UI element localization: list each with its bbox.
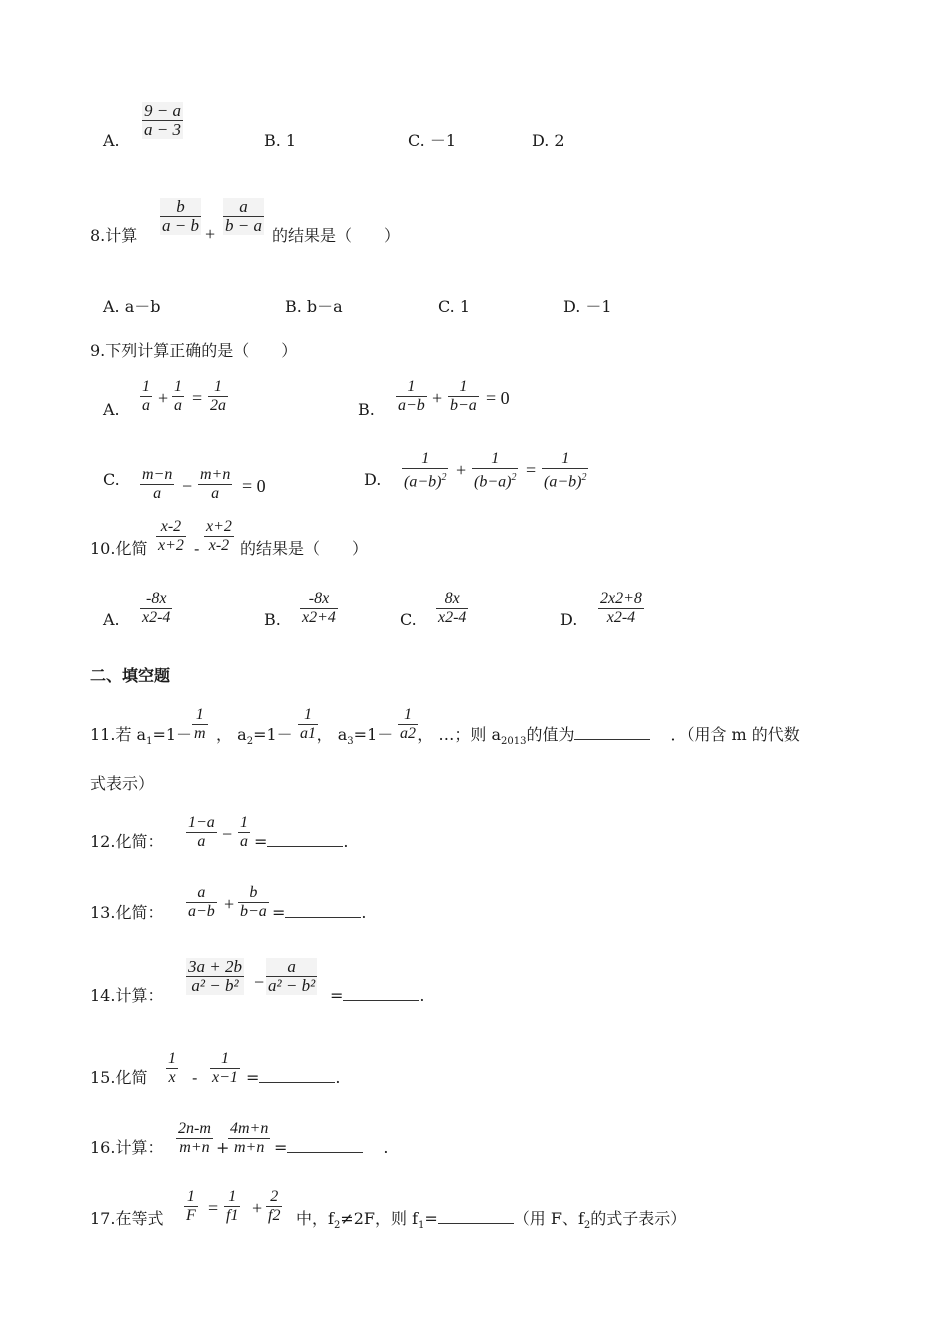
q16-period: . (383, 1138, 389, 1157)
q13-f1-num: a (186, 884, 217, 903)
q10-d-num: 2x2+8 (600, 590, 642, 607)
q9-a-frac2-num: 1 (174, 378, 182, 395)
q9-a-equals: = (192, 388, 203, 408)
section-title: 二、填空题 (90, 666, 171, 685)
q9-d-frac3-exp: 2 (581, 472, 587, 483)
q9-c-frac-2 (198, 466, 232, 503)
q11-f1-num: 1 (192, 706, 208, 725)
q7-a-numerator: 9 − a (144, 101, 181, 120)
q8-f2-numerator: a (223, 198, 264, 217)
q11-sub-3: 3 (347, 736, 354, 748)
q11-fraction-2 (298, 706, 318, 743)
q9-d-frac1-den: (a−b) (404, 473, 442, 491)
q13-fraction-2 (238, 884, 269, 921)
q14-period: . (419, 986, 425, 1005)
q9-d-frac2-exp: 2 (511, 472, 517, 483)
q16-answer-blank[interactable] (287, 1138, 363, 1153)
q8-f1-numerator: b (160, 198, 201, 217)
q17-equals: = (208, 1198, 219, 1218)
q15-period: . (335, 1068, 341, 1087)
q9-b-plus: + (432, 388, 443, 408)
q7-option-b: B. 1 (264, 131, 297, 150)
q11-f3-num: 1 (398, 706, 418, 725)
q14-f2-den: a² − b² (268, 976, 316, 995)
q17-text-1: 中，f (296, 1209, 334, 1228)
q9-option-a-label: A. (103, 400, 120, 419)
q10-option-c-fraction (436, 590, 468, 627)
q9-b-frac2-num: 1 (448, 378, 479, 397)
q9-c-frac1-den: a (153, 485, 162, 502)
q9-a-frac-3 (208, 378, 228, 415)
q10-minus: - (194, 539, 200, 558)
q14-fraction-1 (186, 958, 244, 995)
q10-f1-den: x+2 (158, 537, 184, 554)
q12-f2-num: 1 (240, 814, 248, 831)
q15-answer (246, 1068, 341, 1088)
q14-f1-den: a² − b² (191, 976, 239, 995)
q17-text-4: （用 F、f (513, 1209, 584, 1228)
q12-answer (254, 832, 349, 852)
q10-suffix: 的结果是（ ） (240, 539, 369, 558)
q11-text-8: 的值为 (526, 725, 575, 744)
q17-f1-num: 1 (184, 1188, 198, 1207)
q8-f1-denominator: a − b (162, 216, 199, 235)
q16-f2-den: m+n (234, 1139, 265, 1156)
q9-c-frac2-num: m+n (200, 466, 231, 483)
q13-operator: + (224, 894, 235, 914)
q17-answer-blank[interactable] (438, 1209, 514, 1224)
q17-f3-num: 2 (266, 1188, 282, 1207)
q11-line-2: 式表示） (90, 774, 155, 793)
q10-option-a-fraction (140, 590, 172, 627)
q9-a-frac2-den: a (174, 397, 182, 414)
q7-option-a-fraction (142, 102, 183, 139)
q10-c-den: x2-4 (438, 609, 467, 626)
q9-a-frac-1 (140, 378, 152, 415)
q16-operator: + (216, 1138, 230, 1157)
q8-suffix: 的结果是（ ） (272, 226, 401, 245)
q14-fraction-2 (266, 958, 317, 995)
q9-b-frac1-den: a−b (398, 397, 425, 414)
q7-a-denominator: a − 3 (144, 120, 181, 139)
q9-a-frac3-num: 1 (208, 378, 228, 397)
q9-c-frac1-num: m−n (142, 466, 173, 483)
q8-plus: + (205, 224, 216, 244)
q14-operator: − (254, 972, 265, 992)
q12-prefix: 12.化简： (90, 832, 164, 851)
q11-f2-num: 1 (298, 706, 318, 725)
q17-sub-1: 2 (333, 1220, 341, 1232)
q14-equals: = (330, 986, 344, 1005)
q14-answer-blank[interactable] (343, 986, 419, 1001)
q16-fraction-1 (176, 1120, 213, 1157)
q11-answer-blank[interactable] (574, 725, 650, 740)
q10-option-d-fraction (598, 590, 644, 627)
q17-f2-num: 1 (224, 1188, 240, 1207)
q7-option-d: D. 2 (532, 131, 565, 150)
q9-d-frac-3 (542, 450, 588, 491)
q8-option-c: C. 1 (438, 297, 471, 316)
q10-c-num: 8x (436, 590, 468, 609)
q11-sub-4: 2013 (500, 736, 527, 748)
q8-option-b: B. b－a (285, 297, 343, 316)
q17-fraction-2 (224, 1188, 240, 1225)
q17-plus: + (252, 1198, 263, 1218)
q9-stem: 9.下列计算正确的是（ ） (90, 341, 298, 360)
q12-fraction-2 (238, 814, 250, 851)
q11-sub-2: 2 (246, 736, 254, 748)
q16-prefix: 16.计算： (90, 1138, 164, 1157)
q11-text-2: =1－ (152, 725, 193, 744)
q17-fraction-1 (184, 1188, 198, 1225)
q14-f1-num: 3a + 2b (188, 957, 242, 976)
q17-f2-den: f1 (226, 1207, 239, 1224)
q10-option-c-label: C. (400, 610, 417, 629)
q9-d-frac-2 (472, 450, 518, 491)
q9-d-frac2-num: 1 (472, 450, 518, 469)
q11-f1-den: m (194, 725, 206, 742)
q10-f2-num: x+2 (206, 518, 232, 535)
q9-a-frac3-den: 2a (210, 397, 226, 414)
q15-prefix: 15.化简 (90, 1068, 148, 1087)
q12-equals: = (254, 832, 268, 851)
q15-f1-num: 1 (168, 1050, 176, 1067)
q13-answer (272, 903, 367, 923)
q9-d-frac1-exp: 2 (441, 472, 447, 483)
q13-answer-blank[interactable] (285, 903, 361, 918)
q10-prefix: 10.化简 (90, 539, 148, 558)
q17-f1-den: F (186, 1207, 196, 1224)
q17-sub-2: 1 (418, 1220, 425, 1232)
q14-prefix: 14.计算： (90, 986, 164, 1005)
q8-option-d: D. －1 (563, 297, 612, 316)
q11-text-6: =1－ (353, 725, 394, 744)
q12-fraction-1 (186, 814, 217, 851)
q8-fraction-1 (160, 198, 201, 235)
q14-answer (330, 986, 425, 1006)
q10-b-num: -8x (300, 590, 338, 609)
q11-text-9: ．（用含 m 的代数 (670, 725, 800, 744)
q9-b-frac1-num: 1 (396, 378, 427, 397)
q15-fraction-1 (166, 1050, 178, 1087)
q11-text-3: ， a (216, 725, 247, 744)
q17-fraction-3 (266, 1188, 282, 1225)
q9-a-frac1-num: 1 (142, 378, 150, 395)
q10-option-d-label: D. (560, 610, 578, 629)
q8-fraction-2 (223, 198, 264, 235)
q7-option-a-label: A. (103, 131, 120, 150)
q11-text-5: ， a (316, 725, 348, 744)
q9-d-frac1-num: 1 (402, 450, 448, 469)
q17-f3-den: f2 (268, 1207, 281, 1224)
q9-d-frac3-num: 1 (542, 450, 588, 469)
q12-period: . (343, 832, 349, 851)
q9-d-equals: = (526, 460, 537, 480)
q16-f1-num: 2n-m (178, 1120, 211, 1137)
q10-option-b-fraction (300, 590, 338, 627)
q16-f1-den: m+n (179, 1139, 210, 1156)
q10-option-b-label: B. (264, 610, 281, 629)
q9-a-plus: + (158, 388, 169, 408)
q15-answer-blank[interactable] (259, 1068, 335, 1083)
q11-text-7: ， …；则 a (417, 725, 501, 744)
q9-option-c-label: C. (103, 470, 120, 489)
q9-d-plus: + (456, 460, 467, 480)
q8-prefix: 8.计算 (90, 226, 138, 245)
q13-f2-num: b (238, 884, 269, 903)
q12-f1-num: 1−a (188, 814, 215, 831)
q15-operator: - (192, 1068, 198, 1087)
q9-d-frac3-den: (a−b) (544, 473, 582, 491)
q11-fraction-1 (192, 706, 208, 743)
q12-operator: − (222, 824, 233, 844)
q13-period: . (361, 903, 367, 922)
q15-f2-den: x−1 (212, 1069, 238, 1086)
q9-d-frac2-den: (b−a) (474, 473, 512, 491)
q9-b-frac-1 (396, 378, 427, 415)
q12-f2-den: a (240, 833, 248, 850)
q9-a-frac1-den: a (142, 397, 150, 414)
q8-option-a: A. a－b (103, 297, 161, 316)
q11-sub-1: 1 (146, 736, 153, 748)
q9-c-minus: − (182, 476, 193, 496)
q15-equals: = (246, 1068, 260, 1087)
q10-fraction-1 (156, 518, 186, 555)
q15-f2-num: 1 (210, 1050, 240, 1069)
q10-f1-num: x-2 (156, 518, 186, 537)
q17-sub-3: 2 (583, 1220, 591, 1232)
q15-f1-den: x (168, 1069, 176, 1086)
q9-d-frac-1 (402, 450, 448, 491)
q9-b-frac2-den: b−a (450, 397, 477, 414)
q12-answer-blank[interactable] (267, 832, 343, 847)
q17-prefix: 17.在等式 (90, 1209, 164, 1228)
q7-option-c: C. －1 (408, 131, 457, 150)
q16-fraction-2 (228, 1120, 270, 1157)
q11-f2-den: a1 (300, 725, 316, 742)
q10-a-num: -8x (140, 590, 172, 609)
q9-a-frac-2 (172, 378, 184, 415)
q17-text-3: = (424, 1209, 438, 1228)
q11-text-1: 11.若 a (90, 725, 147, 744)
q9-b-equals-zero: = 0 (486, 388, 510, 408)
q13-equals: = (272, 903, 286, 922)
q17-rest (296, 1209, 686, 1236)
q17-text-5: 的式子表示） (590, 1209, 687, 1228)
q10-d-den: x2-4 (606, 609, 636, 626)
q14-f2-num: a (266, 958, 317, 977)
q10-f2-den: x-2 (208, 537, 230, 554)
q12-f1-den: a (197, 833, 206, 850)
q9-c-frac2-den: a (211, 485, 220, 502)
q11-text-4: =1－ (253, 725, 293, 744)
q10-fraction-2 (204, 518, 234, 555)
q9-option-b-label: B. (358, 400, 375, 419)
q13-prefix: 13.化简： (90, 903, 164, 922)
q15-fraction-2 (210, 1050, 240, 1087)
q9-c-frac-1 (140, 466, 174, 503)
q13-f2-den: b−a (240, 903, 267, 920)
q9-b-frac-2 (448, 378, 479, 415)
q8-f2-denominator: b − a (225, 216, 262, 235)
q10-a-den: x2-4 (142, 609, 171, 626)
q9-c-equals-zero: = 0 (242, 476, 266, 496)
q13-f1-den: a−b (188, 903, 215, 920)
q16-f2-num: 4m+n (230, 1120, 269, 1137)
q11-fraction-3 (398, 706, 418, 743)
q17-text-2: ≠2F，则 f (340, 1209, 419, 1228)
q9-option-d-label: D. (364, 470, 382, 489)
q13-fraction-1 (186, 884, 217, 921)
q10-option-a-label: A. (103, 610, 120, 629)
q16-equals: = (274, 1138, 288, 1157)
q11-f3-den: a2 (400, 725, 416, 742)
q10-b-den: x2+4 (302, 609, 336, 626)
q16-answer (274, 1138, 389, 1158)
